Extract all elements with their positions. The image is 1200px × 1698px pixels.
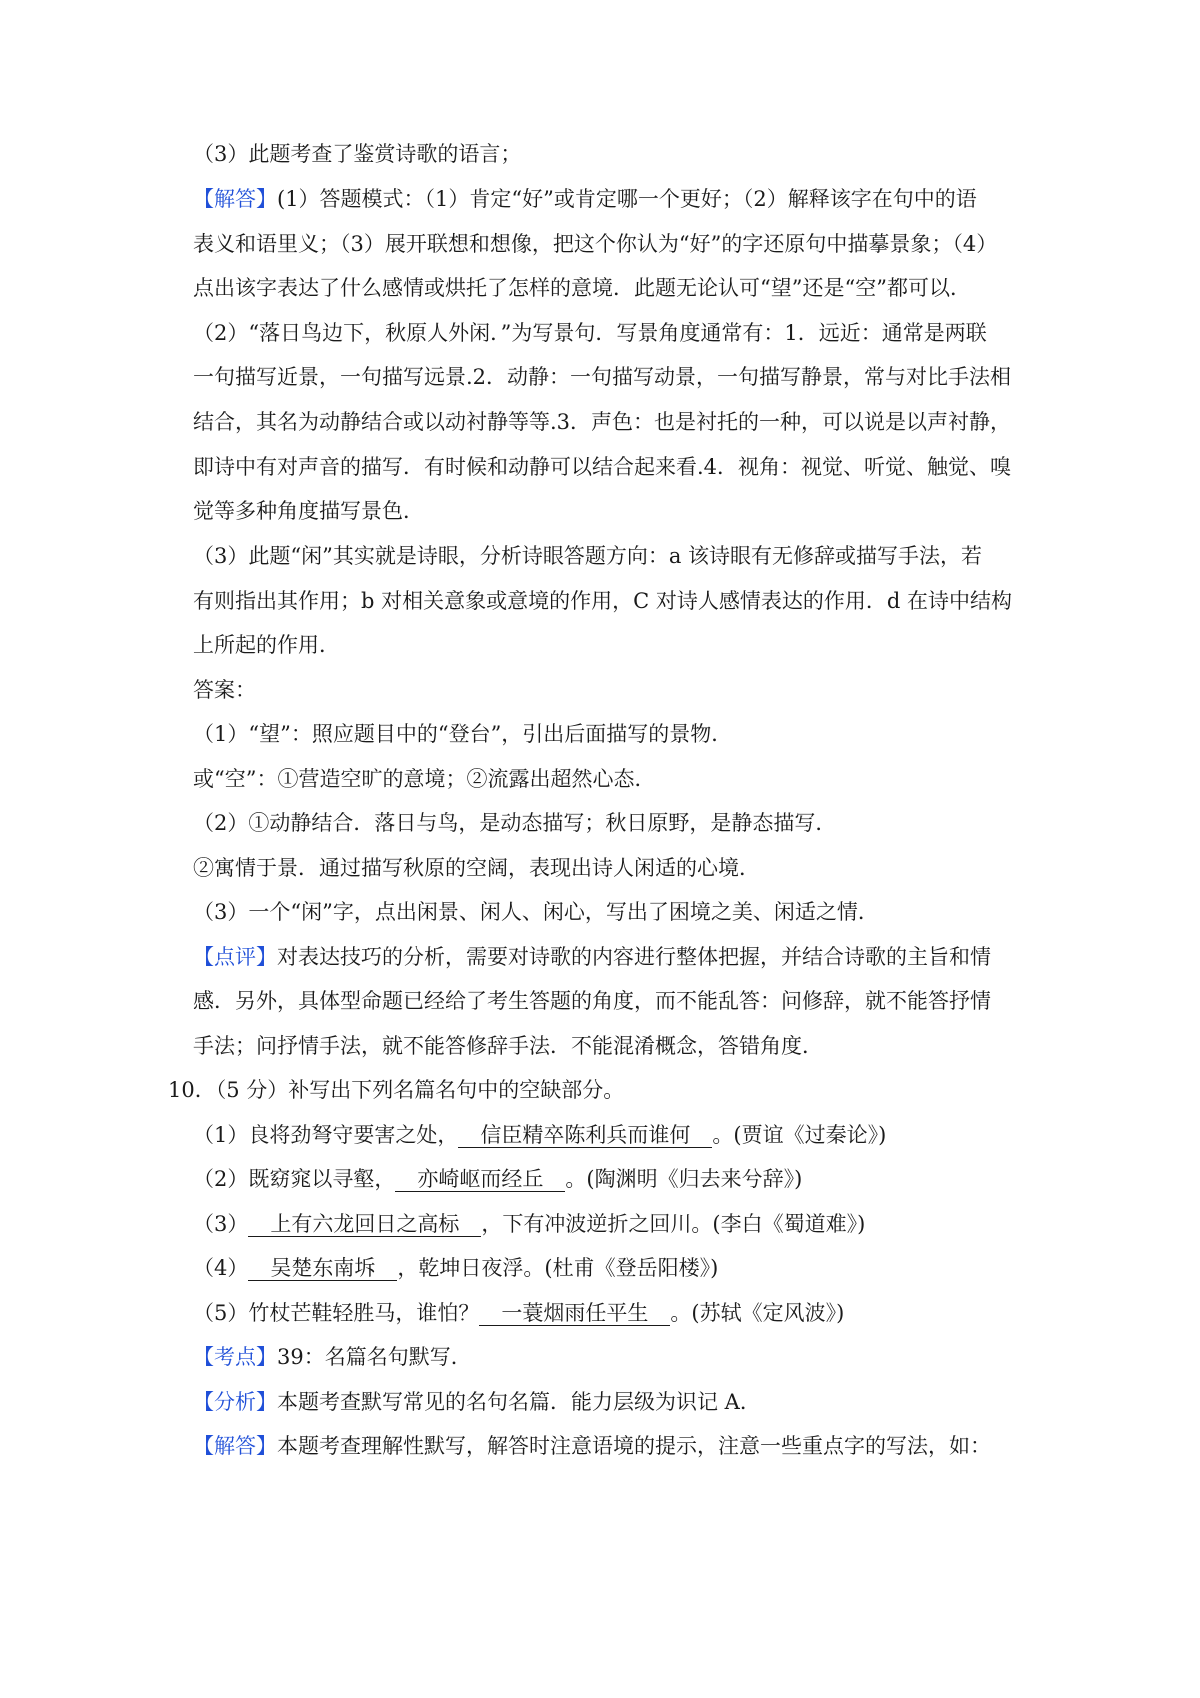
text-line: 有则指出其作用；b 对相关意象或意境的作用，C 对诗人感情表达的作用．d 在诗中结构: [193, 589, 1012, 613]
fill-item: （5）竹杖芒鞋轻胜马，谁怕？ 一蓑烟雨任平生 。(苏轼《定风波》): [193, 1301, 845, 1325]
answer-blank: 亦崎岖而经丘: [395, 1167, 565, 1192]
answer-blank: 一蓑烟雨任平生: [479, 1301, 670, 1326]
text-line: 即诗中有对声音的描写．有时候和动静可以结合起来看.4．视角：视觉、听觉、触觉、嗅: [193, 455, 1012, 479]
answer-tag: 【解答】: [193, 1434, 277, 1458]
question-number: 10．: [168, 1078, 216, 1102]
text-line: 点出该字表达了什么感情或烘托了怎样的意境．此题无论认可“望”还是“空”都可以．: [193, 276, 971, 300]
analysis-tag: 【分析】: [193, 1390, 277, 1414]
text-line: 一句描写近景，一句描写远景.2．动静：一句描写动景，一句描写静景，常与对比手法相: [193, 365, 1012, 389]
text-line: （3）此题“闲”其实就是诗眼，分析诗眼答题方向：a 该诗眼有无修辞或描写手法，若: [193, 544, 983, 568]
answer-blank: 信臣精卒陈利兵而谁何: [458, 1123, 712, 1148]
text-line: 【解答】本题考查理解性默写，解答时注意语境的提示，注意一些重点字的写法，如：: [193, 1434, 991, 1458]
text-line: （2）“落日鸟边下，秋原人外闲．”为写景句．写景角度通常有：1．远近：通常是两联: [193, 321, 987, 345]
text-line: 结合，其名为动静结合或以动衬静等等.3．声色：也是衬托的一种，可以说是以声衬静，: [193, 410, 1012, 434]
text-line: （1）“望”：照应题目中的“登台”，引出后面描写的景物．: [193, 722, 733, 746]
text-line: 上所起的作用．: [193, 633, 340, 657]
text-line: 或“空”：①营造空旷的意境；②流露出超然心态．: [193, 767, 656, 791]
text-line: 【考点】39：名篇名句默写．: [193, 1345, 472, 1369]
text-line: 表义和语里义；（3）展开联想和想像，把这个你认为“好”的字还原句中描摹景象；（4）: [193, 232, 998, 256]
text-line: 觉等多种角度描写景色．: [193, 499, 424, 523]
answer-tag: 【解答】: [193, 187, 277, 211]
text-line: 感．另外，具体型命题已经给了考生答题的角度，而不能乱答：问修辞，就不能答抒情: [193, 989, 991, 1013]
comment-tag: 【点评】: [193, 945, 277, 969]
text-line: （2）①动静结合．落日与鸟，是动态描写；秋日原野，是静态描写．: [193, 811, 837, 835]
fill-item: （4） 吴楚东南坼 ，乾坤日夜浮。(杜甫《登岳阳楼》): [193, 1256, 719, 1280]
answer-blank: 上有六龙回日之高标: [248, 1212, 481, 1237]
text-line: （3）此题考查了鉴赏诗歌的语言；: [193, 142, 522, 166]
fill-item: （2）既窈窕以寻壑， 亦崎岖而经丘 。(陶渊明《归去来兮辞》): [193, 1167, 803, 1191]
text-line: ②寓情于景．通过描写秋原的空阔，表现出诗人闲适的心境．: [193, 856, 760, 880]
question-10: [168, 1075, 624, 1105]
answer-heading: 答案：: [193, 678, 256, 702]
topic-tag: 【考点】: [193, 1345, 277, 1369]
fill-item: （3） 上有六龙回日之高标 ，下有冲波逆折之回川。(李白《蜀道难》): [193, 1212, 866, 1236]
text-line: 【分析】本题考查默写常见的名句名篇．能力层级为识记 A．: [193, 1390, 761, 1414]
text-line: 【解答】(1）答题模式：（1）肯定“好”或肯定哪一个更好；（2）解释该字在句中的语: [193, 187, 977, 211]
text-line: 手法；问抒情手法，就不能答修辞手法．不能混淆概念，答错角度．: [193, 1034, 823, 1058]
fill-item: （1）良将劲弩守要害之处， 信臣精卒陈利兵而谁何 。(贾谊《过秦论》): [193, 1123, 887, 1147]
answer-blank: 吴楚东南坼: [248, 1256, 397, 1281]
text-line: 【点评】对表达技巧的分析，需要对诗歌的内容进行整体把握，并结合诗歌的主旨和情: [193, 945, 991, 969]
question-text: （5 分）补写出下列名篇名句中的空缺部分。: [215, 1078, 625, 1102]
text-line: （3）一个“闲”字，点出闲景、闲人、闲心，写出了困境之美、闲适之情．: [193, 900, 879, 924]
